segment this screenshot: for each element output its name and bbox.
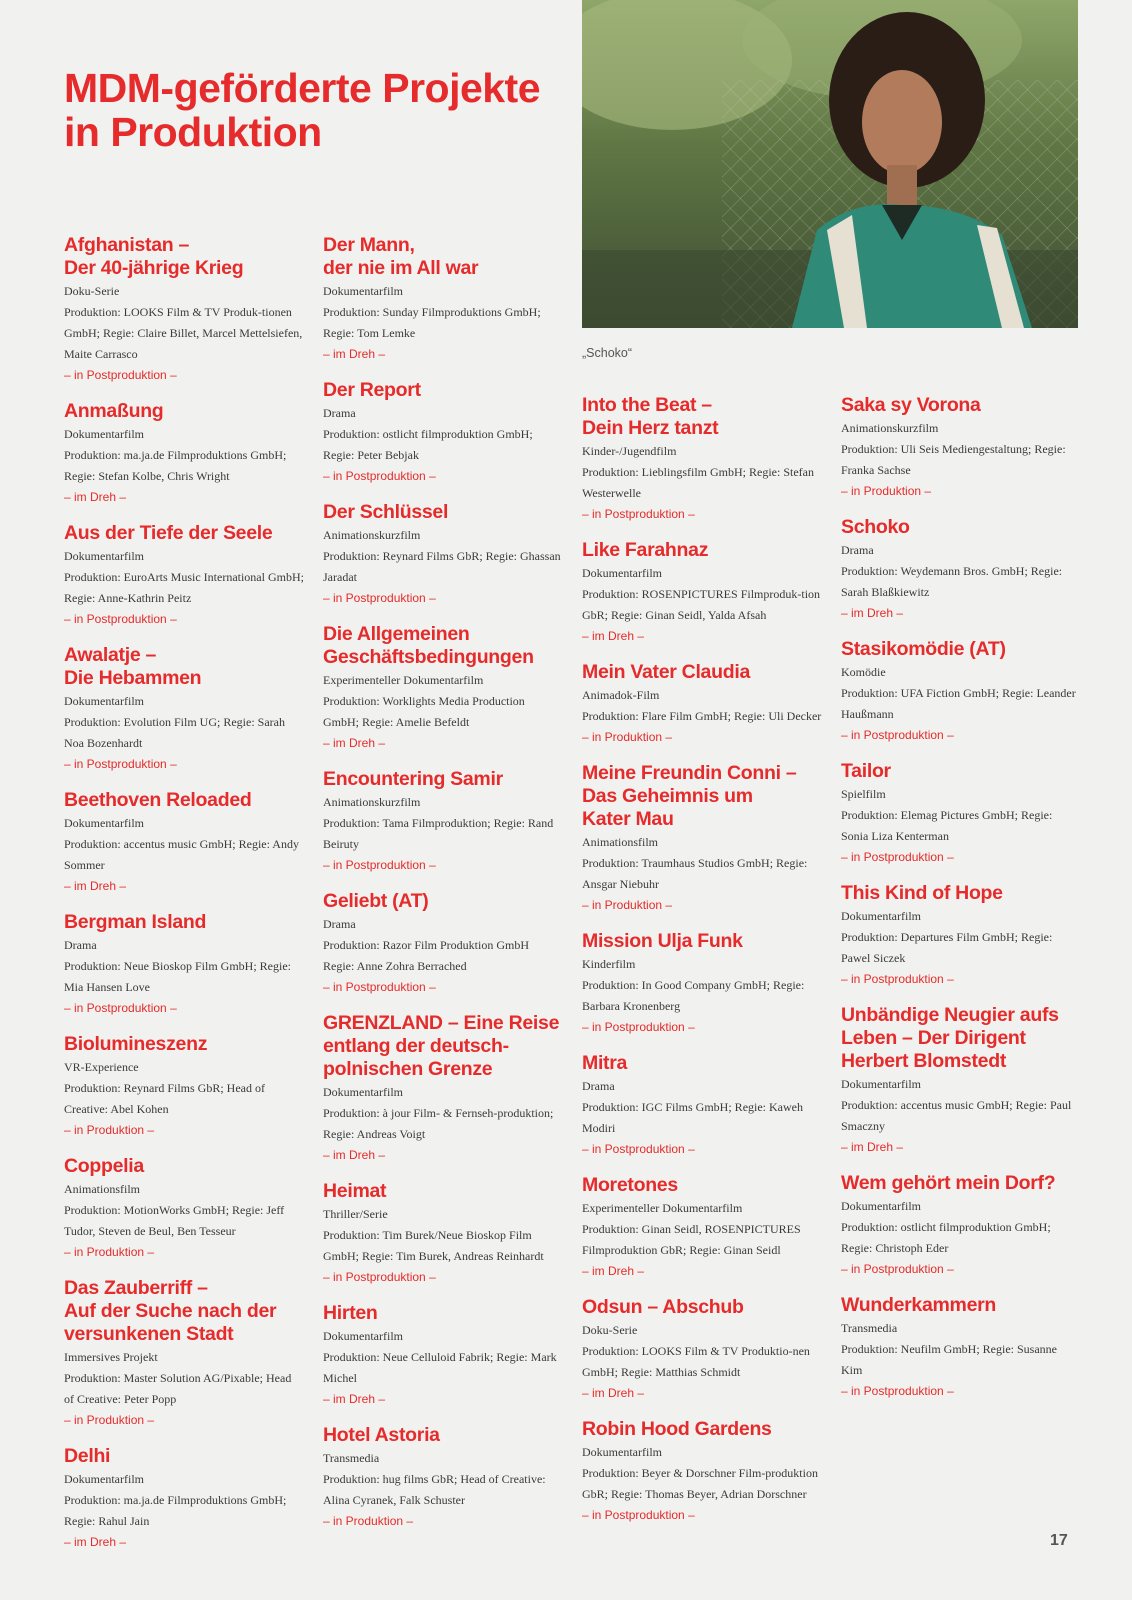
project-title-line: Meine Freundin Conni –	[582, 762, 797, 784]
project-credits: Produktion: Reynard Films GbR; Head of Creative: Abel Kohen	[64, 1081, 265, 1116]
project-genre: Experimenteller Dokumentarfilm	[582, 1201, 743, 1215]
project-credits: Produktion: In Good Company GmbH; Regie: Barbara Kronenberg	[582, 978, 805, 1013]
project-title-line: Delhi	[64, 1445, 111, 1467]
project-entry	[841, 1172, 1081, 1280]
project-credits: Produktion: Neue Celluloid Fabrik; Regie: Mark Michel	[323, 1350, 557, 1385]
project-entry	[841, 516, 1081, 624]
project-entry	[323, 379, 563, 487]
project-genre: Dokumentarfilm	[323, 1329, 403, 1343]
project-status: – im Dreh –	[323, 736, 386, 750]
project-genre: Dokumentarfilm	[582, 566, 662, 580]
project-credits: Produktion: UFA Fiction GmbH; Regie: Leander Haußmann	[841, 686, 1076, 721]
project-credits: Produktion: Neue Bioskop Film GmbH; Regie: Mia Hansen Love	[64, 959, 291, 994]
project-genre: Thriller/Serie	[323, 1207, 388, 1221]
project-status: – im Dreh –	[64, 490, 127, 504]
project-title	[323, 1302, 563, 1325]
project-title-line: versunkenen Stadt	[64, 1323, 234, 1345]
project-status: – in Postproduktion –	[64, 368, 177, 382]
project-credits: Produktion: accentus music GmbH; Regie: Andy Sommer	[64, 837, 299, 872]
project-status: – im Dreh –	[582, 1264, 645, 1278]
project-credits: Produktion: Flare Film GmbH; Regie: Uli Decker	[582, 709, 822, 723]
project-genre: Dokumentarfilm	[64, 816, 144, 830]
project-title	[323, 1180, 563, 1203]
project-credits: Produktion: IGC Films GmbH; Regie: Kaweh Modiri	[582, 1100, 803, 1135]
project-credits: Produktion: Reynard Films GbR; Regie: Ghassan Jaradat	[323, 549, 561, 584]
page-title	[64, 66, 564, 154]
project-title-line: Der 40-jährige Krieg	[64, 257, 244, 279]
project-title-line: Geliebt (AT)	[323, 890, 429, 912]
project-status: – im Dreh –	[64, 1535, 127, 1549]
project-genre: Spielfilm	[841, 787, 886, 801]
project-entry	[582, 930, 822, 1038]
project-entry	[582, 539, 822, 647]
project-entry	[323, 1424, 563, 1532]
project-entry	[323, 768, 563, 876]
project-title	[323, 234, 563, 280]
project-credits: Produktion: MotionWorks GmbH; Regie: Jeff Tudor, Steven de Beul, Ben Tesseur	[64, 1203, 285, 1238]
project-status: – im Dreh –	[582, 1386, 645, 1400]
project-genre: Animationskurzfilm	[323, 528, 421, 542]
project-title-line: Anmaßung	[64, 400, 164, 422]
project-title-line: Coppelia	[64, 1155, 144, 1177]
project-genre: Doku-Serie	[582, 1323, 638, 1337]
project-genre: Kinder-/Jugendfilm	[582, 444, 677, 458]
project-title-line: Aus der Tiefe der Seele	[64, 522, 273, 544]
project-entry	[841, 394, 1081, 502]
project-title-line: Hotel Astoria	[323, 1424, 440, 1446]
project-title	[841, 1172, 1081, 1195]
project-title-line: Leben – Der Dirigent	[841, 1027, 1026, 1049]
project-credits: Produktion: Master Solution AG/Pixable; Head of Creative: Peter Popp	[64, 1371, 292, 1406]
project-status: – in Produktion –	[841, 484, 932, 498]
project-credits: Produktion: ma.ja.de Filmproduktions GmbH; Regie: Stefan Kolbe, Chris Wright	[64, 448, 287, 483]
column-4	[841, 394, 1081, 1416]
project-genre: Animadok-Film	[582, 688, 660, 702]
project-title	[582, 1418, 822, 1441]
project-entry	[64, 1277, 304, 1431]
column-2	[323, 234, 563, 1546]
project-entry	[323, 1012, 563, 1166]
project-status: – im Dreh –	[323, 347, 386, 361]
project-title-line: Das Zauberriff –	[64, 1277, 208, 1299]
project-title	[323, 501, 563, 524]
project-entry	[323, 234, 563, 365]
project-title-line: Moretones	[582, 1174, 678, 1196]
project-status: – in Produktion –	[582, 898, 673, 912]
column-1	[64, 234, 304, 1567]
project-title-line: Biolumineszenz	[64, 1033, 208, 1055]
project-credits: Produktion: Tim Burek/Neue Bioskop Film GmbH; Regie: Tim Burek, Andreas Reinhardt	[323, 1228, 544, 1263]
project-title	[323, 890, 563, 913]
project-title-line: Encountering Samir	[323, 768, 503, 790]
project-genre: Animationsfilm	[582, 835, 658, 849]
project-status: – in Postproduktion –	[841, 1262, 954, 1276]
project-genre: Animationskurzfilm	[841, 421, 939, 435]
project-genre: Komödie	[841, 665, 886, 679]
project-genre: Dokumentarfilm	[323, 284, 403, 298]
project-entry	[323, 1302, 563, 1410]
project-entry	[64, 234, 304, 386]
project-genre: Doku-Serie	[64, 284, 120, 298]
project-status: – im Dreh –	[323, 1148, 386, 1162]
project-title-line: Herbert Blomstedt	[841, 1050, 1007, 1072]
project-title	[582, 930, 822, 953]
project-title-line: entlang der deutsch-	[323, 1035, 509, 1057]
project-genre: Immersives Projekt	[64, 1350, 158, 1364]
project-entry	[841, 1294, 1081, 1402]
project-title	[582, 762, 822, 831]
project-entry	[64, 1445, 304, 1553]
project-status: – in Postproduktion –	[841, 972, 954, 986]
project-title	[582, 1052, 822, 1075]
project-title-line: Into the Beat –	[582, 394, 712, 416]
project-entry	[64, 789, 304, 897]
project-entry	[323, 501, 563, 609]
project-title-line: Mein Vater Claudia	[582, 661, 750, 683]
project-credits: Produktion: LOOKS Film & TV Produktio-nen GmbH; Regie: Matthias Schmidt	[582, 1344, 810, 1379]
project-title	[323, 768, 563, 791]
project-title-line: Wem gehört mein Dorf?	[841, 1172, 1056, 1194]
project-entry	[323, 623, 563, 754]
project-title	[323, 623, 563, 669]
project-genre: Animationskurzfilm	[323, 795, 421, 809]
project-title	[64, 1155, 304, 1178]
project-credits: Produktion: ma.ja.de Filmproduktions GmbH; Regie: Rahul Jain	[64, 1493, 287, 1528]
project-genre: Dokumentarfilm	[64, 427, 144, 441]
project-credits: Produktion: Elemag Pictures GmbH; Regie: Sonia Liza Kenterman	[841, 808, 1053, 843]
project-title-line: GRENZLAND – Eine Reise	[323, 1012, 560, 1034]
project-entry	[582, 1296, 822, 1404]
project-title	[64, 789, 304, 812]
project-status: – in Produktion –	[64, 1413, 155, 1427]
project-credits: Produktion: Worklights Media Production GmbH; Regie: Amelie Befeldt	[323, 694, 525, 729]
project-title-line: Unbändige Neugier aufs	[841, 1004, 1059, 1026]
project-status: – in Postproduktion –	[323, 591, 436, 605]
project-title-line: Geschäftsbedingungen	[323, 646, 534, 668]
project-entry	[582, 394, 822, 525]
project-genre: Transmedia	[323, 1451, 380, 1465]
page-title-line-1: MDM-geförderte Projekte	[64, 65, 541, 111]
project-credits: Produktion: Ginan Seidl, ROSENPICTURES Filmproduktion GbR; Regie: Ginan Seidl	[582, 1222, 801, 1257]
project-credits: Produktion: Weydemann Bros. GmbH; Regie: Sarah Blaßkiewitz	[841, 564, 1063, 599]
project-entry	[841, 882, 1081, 990]
project-title-line: Der Schlüssel	[323, 501, 449, 523]
project-entry	[582, 1418, 822, 1526]
project-title-line: This Kind of Hope	[841, 882, 1003, 904]
project-genre: Transmedia	[841, 1321, 898, 1335]
project-title-line: Tailor	[841, 760, 891, 782]
project-credits: Produktion: à jour Film- & Fernseh-produktion; Regie: Andreas Voigt	[323, 1106, 554, 1141]
project-title-line: Saka sy Vorona	[841, 394, 981, 416]
project-title	[64, 1445, 304, 1468]
project-title	[841, 1294, 1081, 1317]
project-title	[64, 234, 304, 280]
project-credits: Produktion: LOOKS Film & TV Produk-tionen GmbH; Regie: Claire Billet, Marcel Mettelsiefen, Maite Carrasco	[64, 305, 303, 361]
project-title	[841, 1004, 1081, 1073]
project-status: – in Produktion –	[64, 1123, 155, 1137]
project-status: – in Postproduktion –	[64, 757, 177, 771]
project-title-line: Beethoven Reloaded	[64, 789, 252, 811]
project-credits: Produktion: Beyer & Dorschner Film-produktion GbR; Regie: Thomas Beyer, Adrian Dorschner	[582, 1466, 818, 1501]
project-credits: Produktion: EuroArts Music International GmbH; Regie: Anne-Kathrin Peitz	[64, 570, 304, 605]
page-number: 17	[1050, 1532, 1068, 1549]
project-genre: Dokumentarfilm	[841, 1199, 921, 1213]
project-title	[323, 379, 563, 402]
project-credits: Produktion: Evolution Film UG; Regie: Sarah Noa Bozenhardt	[64, 715, 285, 750]
project-title-line: Mitra	[582, 1052, 628, 1074]
project-entry	[64, 644, 304, 775]
project-credits: Produktion: ostlicht filmproduktion GmbH; Regie: Christoph Eder	[841, 1220, 1051, 1255]
project-entry	[64, 1155, 304, 1263]
project-status: – im Dreh –	[582, 629, 645, 643]
project-title	[64, 400, 304, 423]
project-entry	[323, 890, 563, 998]
project-credits: Produktion: accentus music GmbH; Regie: Paul Smaczny	[841, 1098, 1072, 1133]
project-genre: Dokumentarfilm	[64, 1472, 144, 1486]
project-entry	[582, 1174, 822, 1282]
project-title	[582, 1174, 822, 1197]
project-credits: Produktion: Uli Seis Mediengestaltung; Regie: Franka Sachse	[841, 442, 1066, 477]
page-title-line-2: in Produktion	[64, 109, 322, 155]
project-status: – in Postproduktion –	[841, 1384, 954, 1398]
project-title-line: Die Allgemeinen	[323, 623, 470, 645]
project-title-line: Schoko	[841, 516, 910, 538]
project-entry	[841, 638, 1081, 746]
project-credits: Produktion: Lieblingsfilm GmbH; Regie: Stefan Westerwelle	[582, 465, 814, 500]
project-title	[323, 1012, 563, 1081]
project-credits: Produktion: Neufilm GmbH; Regie: Susanne Kim	[841, 1342, 1057, 1377]
project-status: – im Dreh –	[841, 1140, 904, 1154]
project-status: – in Postproduktion –	[582, 1020, 695, 1034]
project-genre: Drama	[323, 917, 356, 931]
project-status: – in Postproduktion –	[582, 1508, 695, 1522]
project-status: – in Postproduktion –	[64, 612, 177, 626]
project-title-line: Afghanistan –	[64, 234, 190, 256]
project-genre: Kinderfilm	[582, 957, 636, 971]
project-entry	[64, 911, 304, 1019]
project-status: – in Postproduktion –	[841, 728, 954, 742]
project-title	[64, 911, 304, 934]
project-credits: Produktion: ROSENPICTURES Filmproduk-tion GbR; Regie: Ginan Seidl, Yalda Afsah	[582, 587, 821, 622]
project-title-line: Like Farahnaz	[582, 539, 709, 561]
project-status: – im Dreh –	[323, 1392, 386, 1406]
project-genre: VR-Experience	[64, 1060, 139, 1074]
project-credits: Produktion: Tama Filmproduktion; Regie: Rand Beiruty	[323, 816, 554, 851]
project-title	[582, 1296, 822, 1319]
project-entry	[582, 661, 822, 748]
project-status: – in Postproduktion –	[323, 1270, 436, 1284]
project-title	[841, 638, 1081, 661]
project-genre: Animationsfilm	[64, 1182, 140, 1196]
project-credits: Produktion: Traumhaus Studios GmbH; Regie: Ansgar Niebuhr	[582, 856, 808, 891]
project-title-line: polnischen Grenze	[323, 1058, 493, 1080]
project-title-line: Mission Ulja Funk	[582, 930, 743, 952]
project-title	[841, 394, 1081, 417]
project-title-line: der nie im All war	[323, 257, 479, 279]
project-title-line: Awalatje –	[64, 644, 157, 666]
project-status: – in Produktion –	[64, 1245, 155, 1259]
project-entry	[323, 1180, 563, 1288]
project-credits: Produktion: ostlicht filmproduktion GmbH; Regie: Peter Bebjak	[323, 427, 533, 462]
project-title-line: Robin Hood Gardens	[582, 1418, 772, 1440]
project-title	[841, 760, 1081, 783]
photo-caption: „Schoko“	[582, 346, 633, 360]
project-title-line: Auf der Suche nach der	[64, 1300, 277, 1322]
project-title-line: Das Geheimnis um	[582, 785, 753, 807]
project-title-line: Heimat	[323, 1180, 387, 1202]
project-title-line: Die Hebammen	[64, 667, 202, 689]
film-still-illustration	[582, 0, 1078, 328]
project-title	[582, 539, 822, 562]
project-entry	[841, 1004, 1081, 1158]
project-genre: Dokumentarfilm	[64, 694, 144, 708]
project-status: – in Postproduktion –	[64, 1001, 177, 1015]
project-genre: Drama	[582, 1079, 615, 1093]
project-title-line: Der Report	[323, 379, 421, 401]
project-title-line: Wunderkammern	[841, 1294, 997, 1316]
project-credits: Produktion: Razor Film Produktion GmbH Regie: Anne Zohra Berrached	[323, 938, 530, 973]
project-credits: Produktion: hug films GbR; Head of Creative: Alina Cyranek, Falk Schuster	[323, 1472, 546, 1507]
project-entry	[64, 1033, 304, 1141]
project-title	[582, 394, 822, 440]
project-status: – in Postproduktion –	[841, 850, 954, 864]
project-genre: Dokumentarfilm	[841, 1077, 921, 1091]
project-entry	[582, 1052, 822, 1160]
project-title-line: Der Mann,	[323, 234, 415, 256]
project-title	[64, 1033, 304, 1056]
film-still-photo	[582, 0, 1078, 328]
project-title	[582, 661, 822, 684]
project-status: – in Postproduktion –	[323, 469, 436, 483]
project-entry	[64, 522, 304, 630]
project-credits: Produktion: Sunday Filmproduktions GmbH; Regie: Tom Lemke	[323, 305, 541, 340]
project-status: – in Produktion –	[582, 730, 673, 744]
column-3	[582, 394, 822, 1540]
project-genre: Dokumentarfilm	[841, 909, 921, 923]
project-status: – im Dreh –	[64, 879, 127, 893]
project-genre: Dokumentarfilm	[582, 1445, 662, 1459]
project-genre: Drama	[841, 543, 874, 557]
project-entry	[841, 760, 1081, 868]
project-genre: Experimenteller Dokumentarfilm	[323, 673, 484, 687]
project-genre: Drama	[64, 938, 97, 952]
project-title	[841, 516, 1081, 539]
project-status: – in Postproduktion –	[582, 507, 695, 521]
project-genre: Dokumentarfilm	[64, 549, 144, 563]
project-title-line: Kater Mau	[582, 808, 674, 830]
project-status: – in Produktion –	[323, 1514, 414, 1528]
project-title-line: Dein Herz tanzt	[582, 417, 719, 439]
project-title	[64, 522, 304, 545]
project-entry	[582, 762, 822, 916]
project-status: – in Postproduktion –	[582, 1142, 695, 1156]
project-credits: Produktion: Departures Film GmbH; Regie: Pawel Siczek	[841, 930, 1053, 965]
project-title-line: Stasikomödie (AT)	[841, 638, 1006, 660]
project-status: – in Postproduktion –	[323, 980, 436, 994]
project-title-line: Hirten	[323, 1302, 378, 1324]
project-genre: Drama	[323, 406, 356, 420]
project-title-line: Odsun – Abschub	[582, 1296, 744, 1318]
project-title	[841, 882, 1081, 905]
project-title	[323, 1424, 563, 1447]
project-genre: Dokumentarfilm	[323, 1085, 403, 1099]
project-status: – in Postproduktion –	[323, 858, 436, 872]
project-status: – im Dreh –	[841, 606, 904, 620]
project-title	[64, 1277, 304, 1346]
project-title	[64, 644, 304, 690]
project-entry	[64, 400, 304, 508]
project-title-line: Bergman Island	[64, 911, 207, 933]
